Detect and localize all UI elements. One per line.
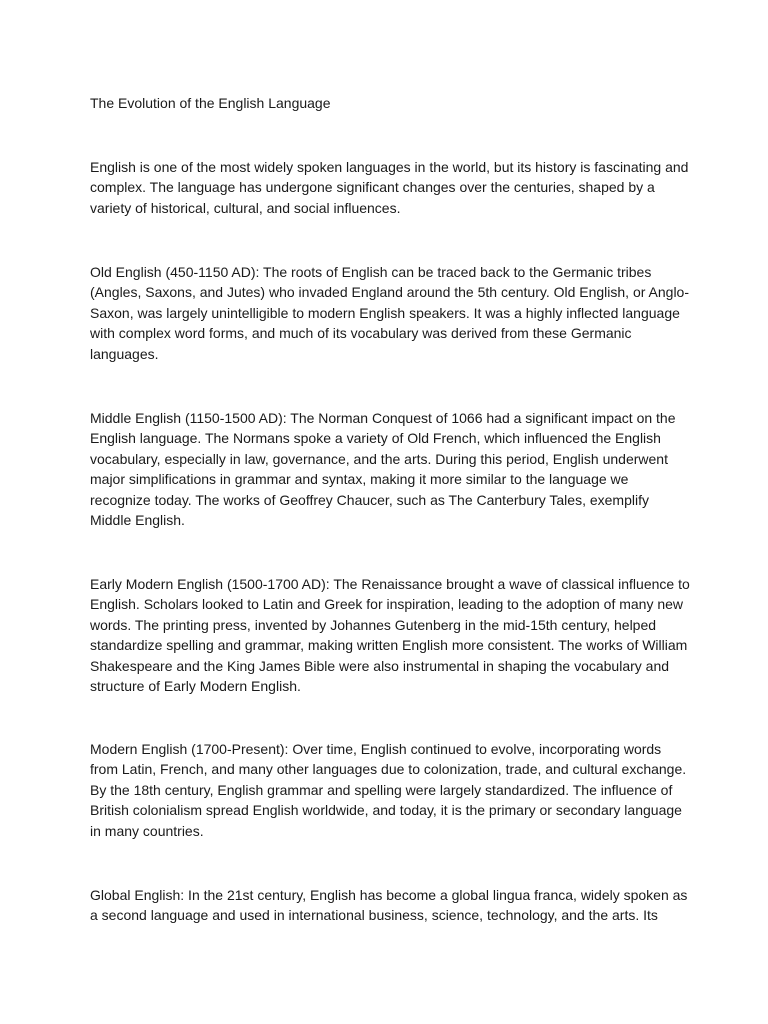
paragraph-old-english: Old English (450-1150 AD): The roots of English can be traced back to the Germanic tribes (Angles, Saxons, and Jutes) who invaded England around the 5th century. Old English, or Anglo-Saxon, was largely unintelligible to modern English speakers. It was a highly inflected language with complex word forms, and much of its vocabulary was derived from these Germanic languages. [90,264,689,362]
paragraph-middle-english: Middle English (1150-1500 AD): The Norman Conquest of 1066 had a significant impact on the English language. The Normans spoke a variety of Old French, which influenced the English vocabulary, especially in law, governance, and the arts. During this period, English underwent major simplifications in grammar and syntax, making it more similar to the language we recognize today. The works of Geoffrey Chaucer, such as The Canterbury Tales, exemplify Middle English. [90,410,676,529]
paragraph-global-english: Global English: In the 21st century, English has become a global lingua franca, widely spoken as a second language and used in international business, science, technology, and the arts. Its [90,887,688,924]
paragraph-modern-english: Modern English (1700-Present): Over time, English continued to evolve, incorporating words from Latin, French, and many other languages due to colonization, trade, and cultural exchange. By the 18th century, English grammar and spelling were largely standardized. The influence of British colonialism spread English worldwide, and today, it is the primary or secondary language in many countries. [90,741,687,839]
paragraph-introduction: English is one of the most widely spoken languages in the world, but its history is fascinating and complex. The language has undergone significant changes over the centuries, shaped by a variety of historical, cultural, and social influences. [90,159,689,216]
paragraph-early-modern-english: Early Modern English (1500-1700 AD): The Renaissance brought a wave of classical influence to English. Scholars looked to Latin and Greek for inspiration, leading to the adoption of many new words. The printing press, invented by Johannes Gutenberg in the mid-15th century, helped standardize spelling and grammar, making written English more consistent. The works of William Shakespeare and the King James Bible were also instrumental in shaping the vocabulary and structure of Early Modern English. [90,576,690,695]
document-title: The Evolution of the English Language [90,95,331,111]
